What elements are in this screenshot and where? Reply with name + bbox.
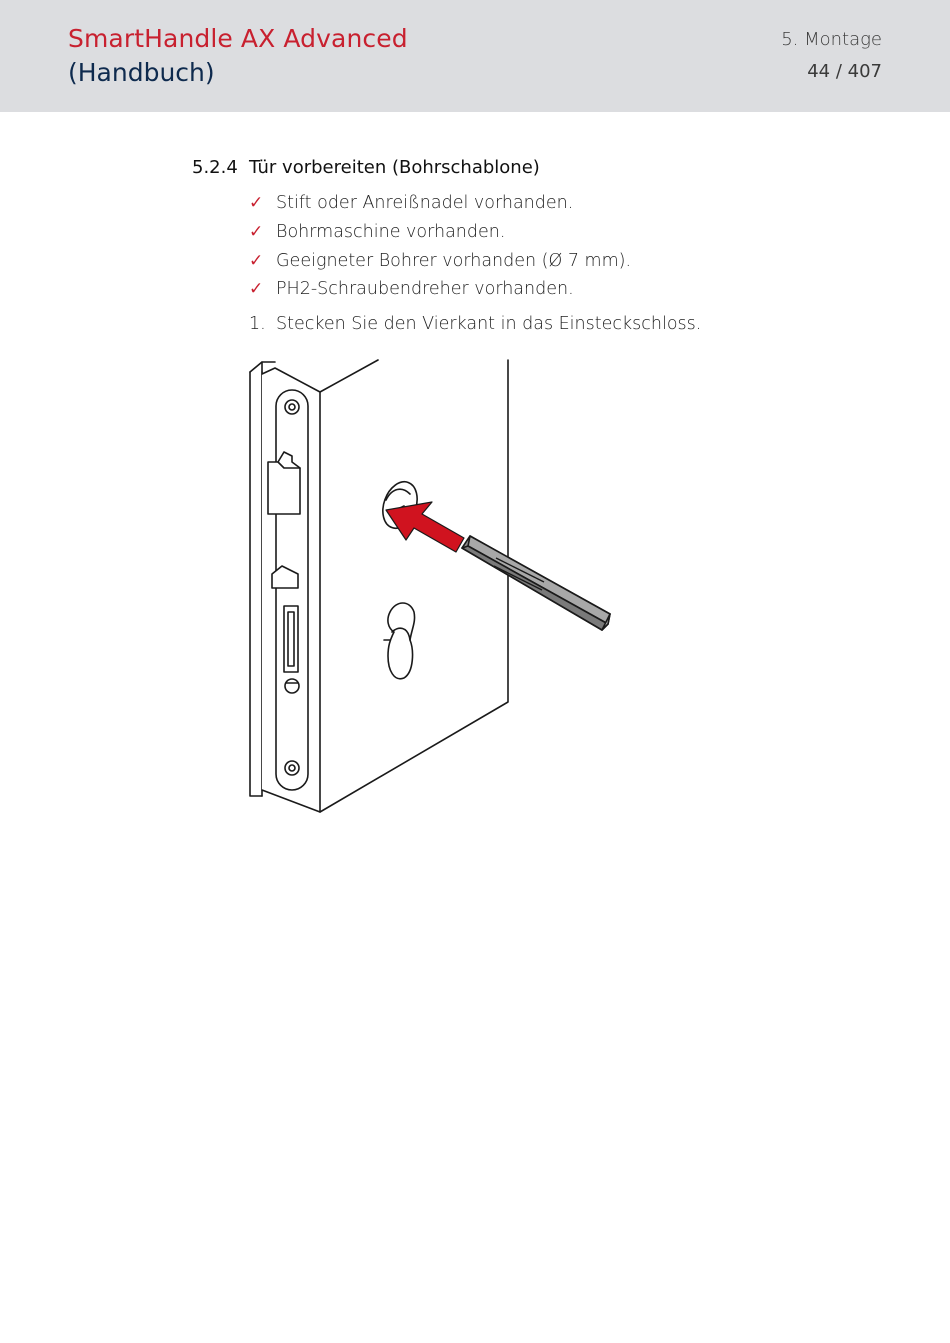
checklist-item-text: Geeigneter Bohrer vorhanden (Ø 7 mm). xyxy=(276,250,632,271)
page-header xyxy=(0,0,950,112)
instruction-step xyxy=(249,311,701,337)
cylinder-profile-hole xyxy=(384,603,415,679)
step-text: Stecken Sie den Vierkant in das Einsteckschloss. xyxy=(276,314,702,334)
check-icon: ✓ xyxy=(249,193,264,214)
document-subtitle: (Handbuch) xyxy=(68,58,215,87)
check-icon: ✓ xyxy=(249,279,264,300)
square-spindle xyxy=(462,536,610,630)
page-number: 44 / 407 xyxy=(807,61,882,82)
document-title: SmartHandle AX Advanced xyxy=(68,24,408,53)
checklist-item-text: Bohrmaschine vorhanden. xyxy=(276,222,506,243)
step-number: 1. xyxy=(249,314,266,334)
door-lock-illustration xyxy=(240,350,630,820)
check-icon: ✓ xyxy=(249,222,264,243)
checklist-item-text: Stift oder Anreißnadel vorhanden. xyxy=(276,193,574,214)
checklist-item xyxy=(249,189,631,218)
check-icon: ✓ xyxy=(249,250,264,271)
section-number: 5.2.4 xyxy=(192,157,238,178)
checklist-item-text: PH2-Schraubendreher vorhanden. xyxy=(276,279,574,300)
checklist-item xyxy=(249,275,631,304)
insert-direction-arrow xyxy=(386,502,464,552)
prerequisite-checklist xyxy=(249,189,631,304)
checklist-item xyxy=(249,246,631,275)
checklist-item xyxy=(249,218,631,247)
chapter-label: 5. Montage xyxy=(781,29,882,50)
section-title: Tür vorbereiten (Bohrschablone) xyxy=(249,157,540,178)
